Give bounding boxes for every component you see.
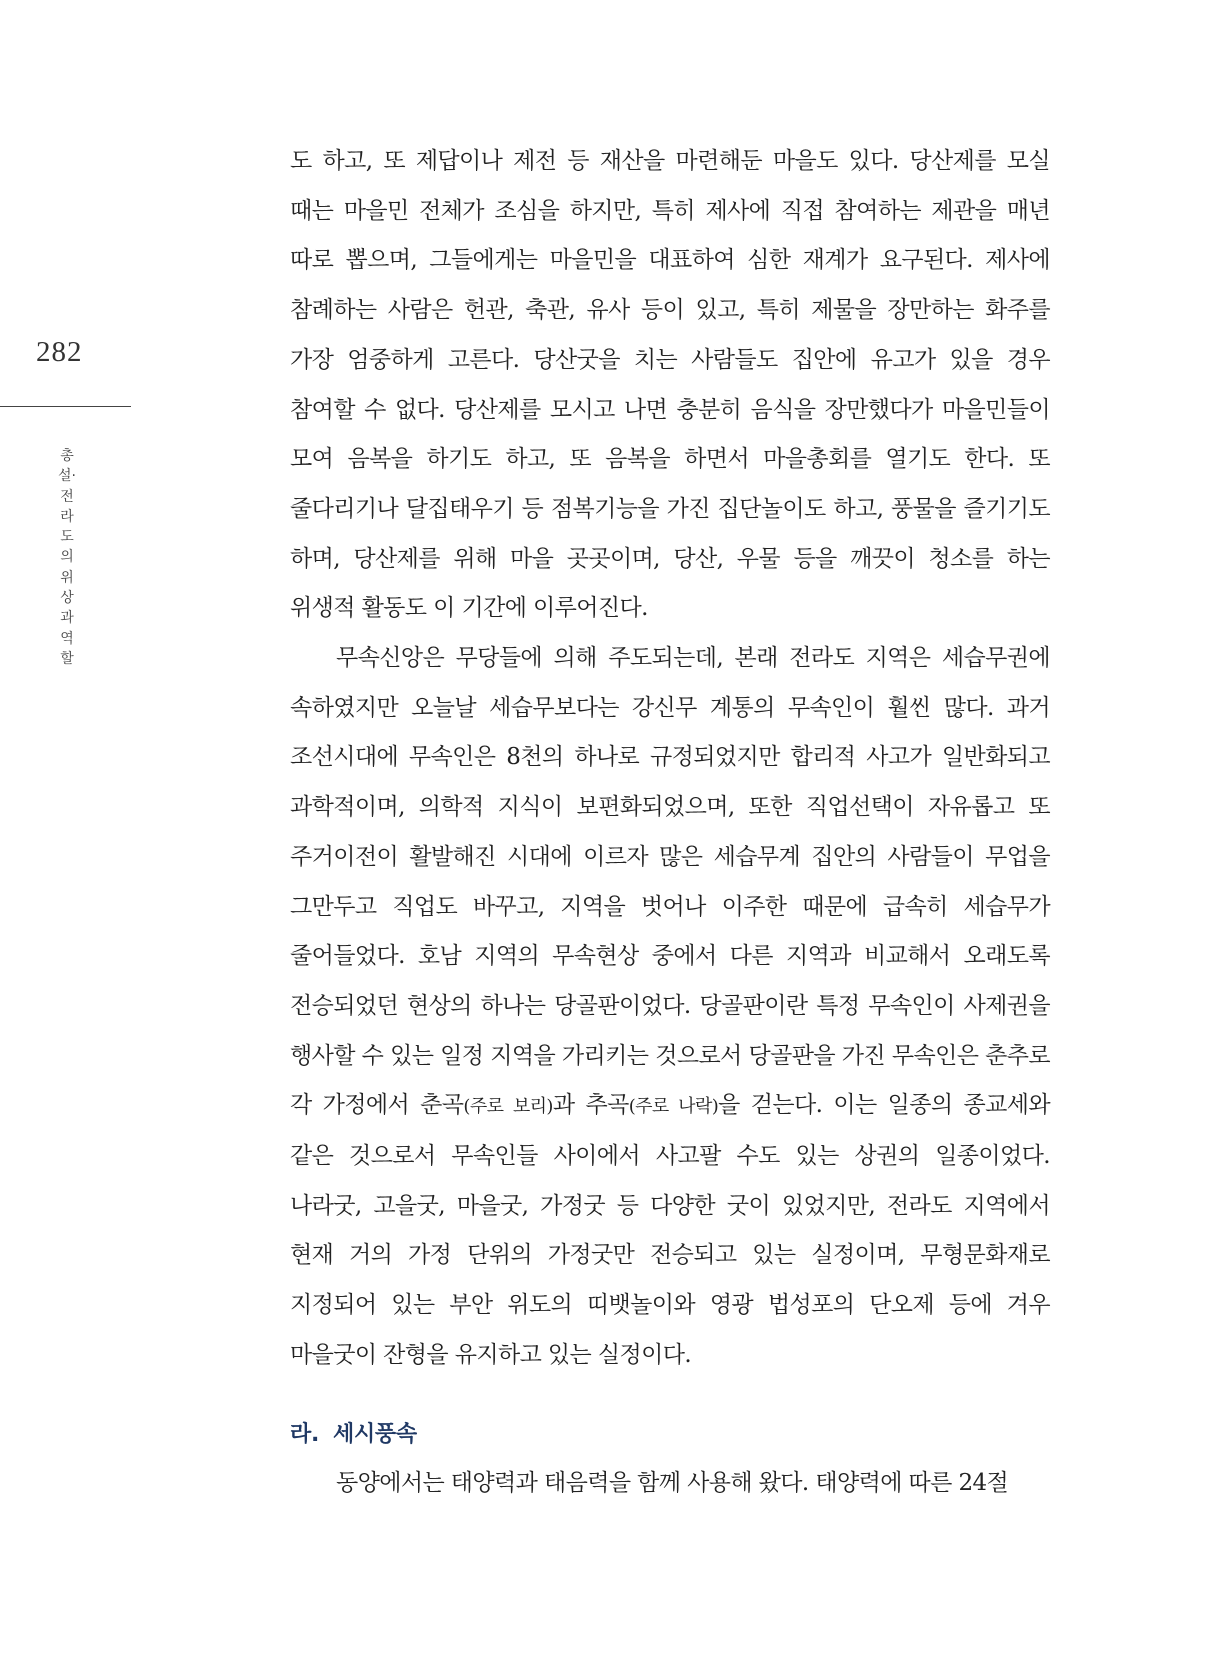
section-number: 라. [290, 1421, 320, 1447]
paragraph-musok [290, 634, 1050, 1381]
paragraph-dangsanje: 도 하고, 또 제답이나 제전 등 재산을 마련해둔 마을도 있다. 당산제를 모실 때는 마을민 전체가 조심을 하지만, 특히 제사에 직접 참여하는 제관을 매년 따로 뽑으며, 그들에게는 마을민을 대표하여 심한 재계가 요구된다. 제사에 참례하는 사람은 헌관, 축관, 유사 등이 있고, 특히 제물을 장만하는 화주를 가장 엄중하게 고른다. 당산굿을 치는 사람들도 집안에 유고가 있을 경우 참여할 수 없다. 당산제를 모시고 나면 충분히 음식을 장만했다가 마을민들이 모여 음복을 하기도 하고, 또 음복을 하면서 마을총회를 열기도 한다. 또 줄다리기나 달집태우기 등 점복기능을 가진 집단놀이도 하고, 풍물을 즐기기도 하며, 당산제를 위해 마을 곳곳이며, 당산, 우물 등을 깨끗이 청소를 하는 위생적 활동도 이 기간에 이루어진다. [290, 148, 1050, 622]
inline-note: (주로 보리) [463, 1096, 553, 1118]
paragraph-text: 과 추곡 [552, 1092, 629, 1119]
paragraph-text: 을 걷는다. 이는 일종의 종교세와 같은 것으로서 무속인들 사이에서 사고팔 수도 있는 상권의 일종이었다. 나라굿, 고을굿, 마을굿, 가정굿 등 다양한 굿이 있었지만, 전라도 지역에서 현재 거의 가정 단위의 가정굿만 전승되고 있는 실정이며, 무형문화재로 지정되어 있는 부안 위도의 띠뱃놀이와 영광 법성포의 단오제 등에 겨우 마을굿이 잔형을 유지하고 있는 실정이다. [290, 1092, 1051, 1368]
page-number: 282 [36, 336, 83, 368]
running-header: 총설·전라도의 위상과 역할 [58, 448, 79, 667]
margin-rule [0, 406, 131, 407]
section-heading [290, 1411, 1050, 1459]
section-title: 세시풍속 [333, 1421, 417, 1447]
paragraph-sesi: 동양에서는 태양력과 태음력을 함께 사용해 왔다. 태양력에 따른 24절 [336, 1469, 1009, 1496]
body-text [290, 137, 1050, 1508]
inline-note: (주로 나락) [628, 1096, 719, 1118]
paragraph-text: 무속신앙은 무당들에 의해 주도되는데, 본래 전라도 지역은 세습무권에 속하였지만 오늘날 세습무보다는 강신무 계통의 무속인이 훨씬 많다. 과거 조선시대에 무속인은 8천의 하나로 규정되었지만 합리적 사고가 일반화되고 과학적이며, 의학적 지식이 보편화되었으며, 또한 직업선택이 자유롭고 또 주거이전이 활발해진 시대에 이르자 많은 세습무계 집안의 사람들이 무업을 그만두고 직업도 바꾸고, 지역을 벗어나 이주한 때문에 급속히 세습무가 줄어들었다. 호남 지역의 무속현상 중에서 다른 지역과 비교해서 오래도록 전승되었던 현상의 하나는 당골판이었다. 당골판이란 특정 무속인이 사제권을 행사할 수 있는 일정 지역을 가리키는 것으로서 당골판을 가진 무속인은 춘추로 각 가정에서 춘곡 [290, 645, 1050, 1119]
